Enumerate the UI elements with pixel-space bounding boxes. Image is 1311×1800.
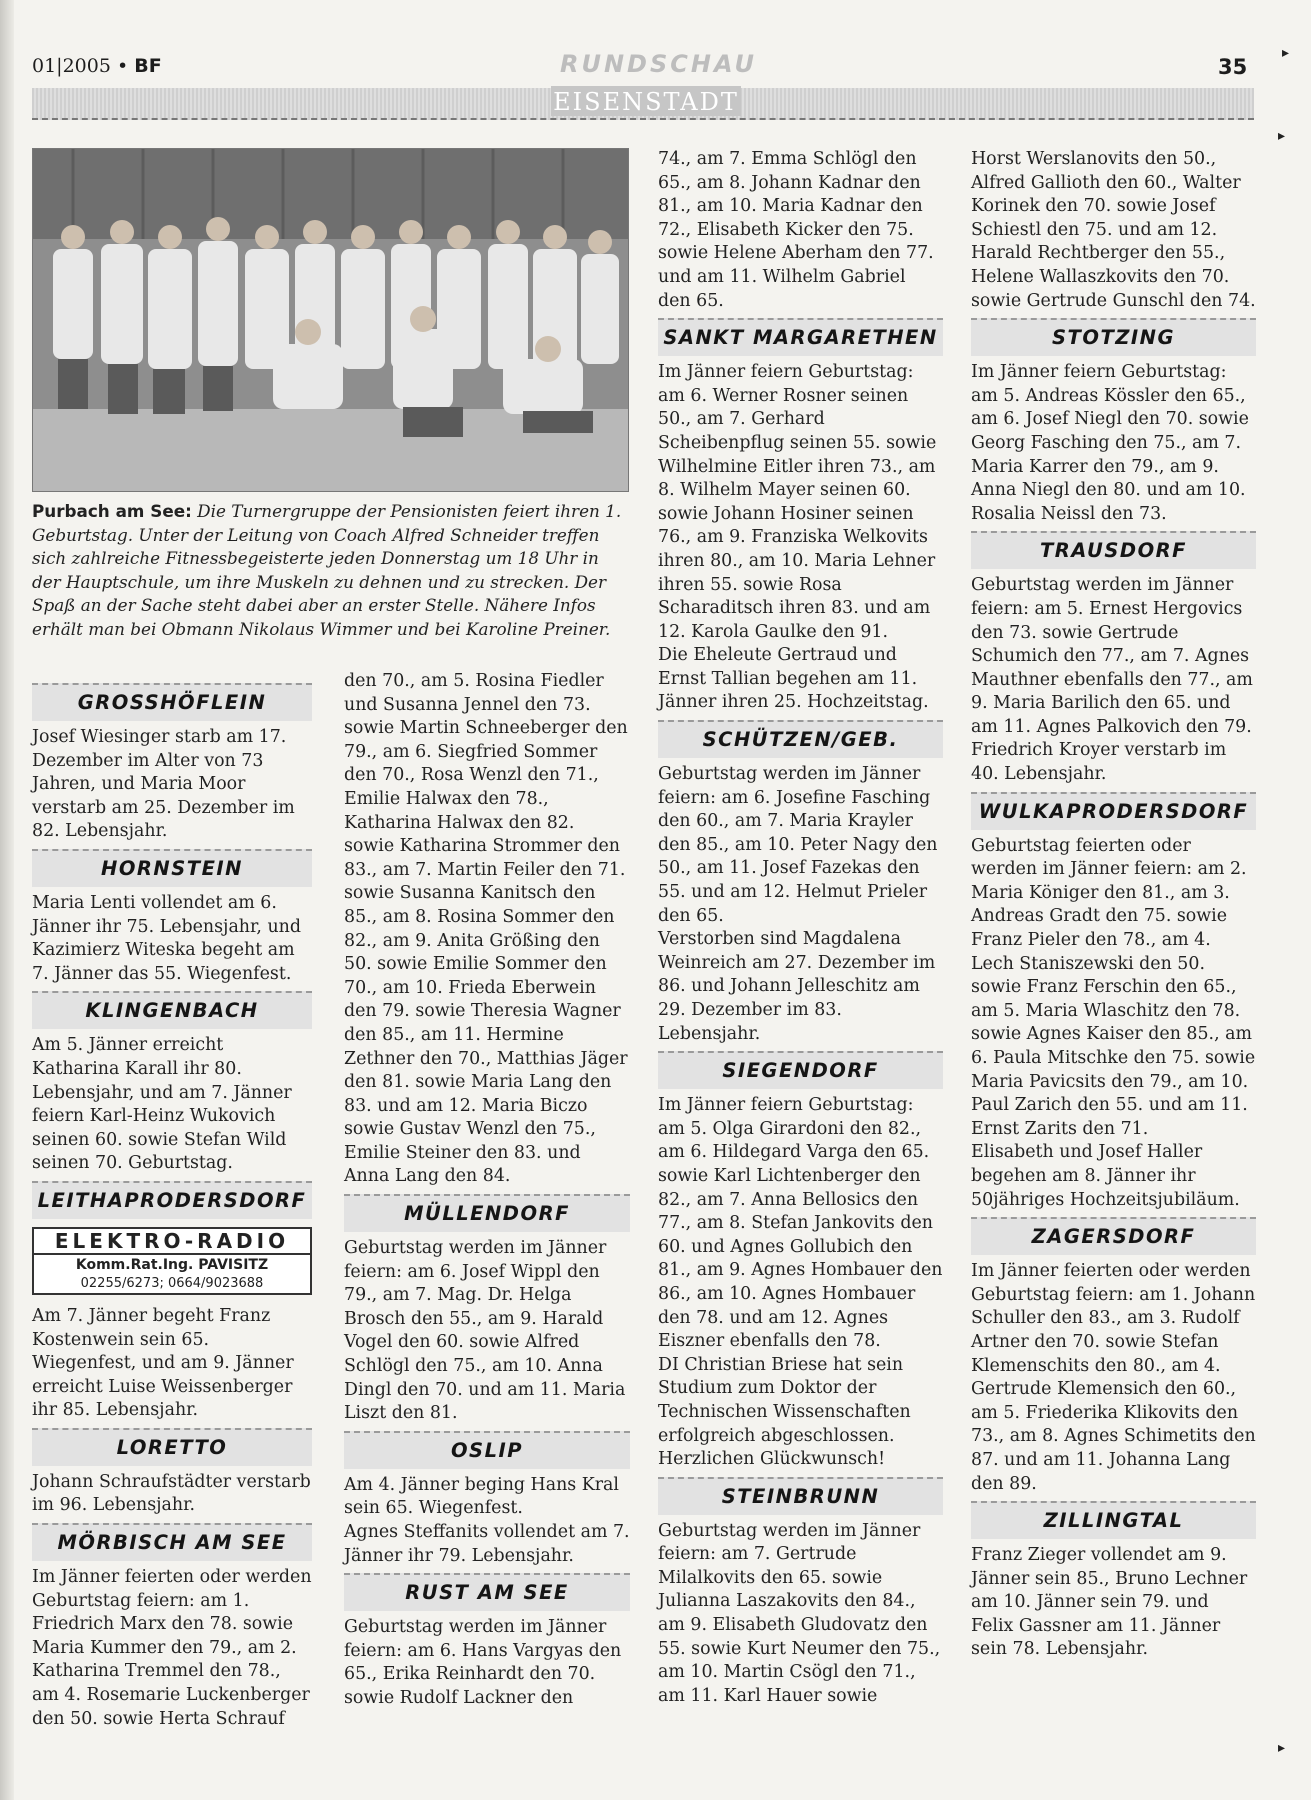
heading-grosshoeflein: GROSSHÖFLEIN	[32, 683, 312, 721]
print-mark-top: ▸	[1282, 45, 1290, 61]
heading-rust: RUST AM SEE	[344, 1573, 630, 1611]
heading-leithaprodersdorf: LEITHAPRODERSDORF	[32, 1181, 312, 1219]
article-trausdorf-1: Geburtstag werden im Jänner feiern: am 5. Ernest Hergovics den 73. sowie Gertrude Schumich den 77., am 7. Agnes Mauthner ebenfalls den 77., am 9. Maria Barilich den 65. und am 11. Agnes Palkovich den 79.	[971, 575, 1253, 737]
article-sankt-margarethen-1: Im Jänner feiern Geburtstag: am 6. Werner Rosner seinen 50., am 7. Gerhard Scheibenpflug seinen 55. sowie Wilhelmine Eitler ihren 73., am 8. Wilhelm Mayer seinen 60. sowie Johann Hosiner seinen 76., am 9. Franziska Welkovits ihren 80., am 10. Maria Lehner ihren 55. sowie Rosa Scharaditsch ihren 83. und am 12. Karola Gaulke den 91.	[658, 362, 937, 642]
subsection-title: EISENSTADT	[551, 86, 741, 116]
print-mark-upper: ▸	[1278, 128, 1286, 144]
heading-zagersdorf: ZAGERSDORF	[971, 1217, 1256, 1255]
column-1	[32, 683, 312, 1731]
heading-schuetzen: SCHÜTZEN/GEB.	[658, 720, 943, 758]
ad-company: ELEKTRO-RADIO	[34, 1229, 310, 1255]
article-leithaprodersdorf: Am 7. Jänner begeht Franz Kostenwein sein 65. Wiegenfest, und am 9. Jänner erreicht Luise Weissenberger ihr 85. Lebensjahr.	[32, 1305, 294, 1421]
heading-zillingtal: ZILLINGTAL	[971, 1501, 1256, 1539]
page-binding-edge	[0, 0, 14, 1800]
column-3	[658, 148, 943, 1708]
advertisement-box	[32, 1227, 312, 1295]
page-number: 35	[1218, 55, 1248, 79]
publication-name: BF	[134, 55, 162, 77]
heading-wulkaprodersdorf: WULKAPRODERSDORF	[971, 792, 1256, 830]
article-grosshoeflein: Josef Wiesinger starb am 17. Dezember im Alter von 73 Jahren, und Maria Moor verstarb am 25. Dezember im 82. Lebensjahr.	[32, 727, 295, 842]
article-rust-continued: 74., am 7. Emma Schlögl den 65., am 8. Johann Kadnar den 81., am 10. Maria Kadnar den 72., Elisabeth Kicker den 75. sowie Helene Aberham den 77. und am 11. Wilhelm Gabriel den 65.	[658, 149, 934, 311]
article-steinbrunn: Geburtstag werden im Jänner feiern: am 7. Gertrude Milalkovits den 65. sowie Julianna Laszakovits den 84., am 9. Elisabeth Gludovatz den 55. sowie Kurt Neumer den 75., am 10. Martin Csögl den 71., am 11. Karl Hauer sowie	[658, 1520, 941, 1706]
heading-stotzing: STOTZING	[971, 318, 1256, 356]
heading-steinbrunn: STEINBRUNN	[658, 1477, 943, 1515]
ad-owner: Komm.Rat.Ing. PAVISITZ	[75, 1256, 269, 1273]
issue-date: 01|2005 •	[32, 55, 129, 77]
column-4	[971, 148, 1256, 1662]
caption-text: Die Turnergruppe der Pensionisten feiert ihren 1. Geburtstag. Unter der Leitung von Coach Alfred Schneider treffen sich zahlreiche Fitnessbegeisterte jeden Donnerstag um 18 Uhr in der Hauptschule, um ihre Muskeln zu dehnen und zu strecken. Der Spaß an der Sache steht dabei aber an erster Stelle. Nähere Infos erhält man bei Obmann Nikolaus Wimmer und bei Karoline Preiner.	[32, 501, 622, 639]
group-photo-illustration	[33, 149, 628, 491]
heading-siegendorf: SIEGENDORF	[658, 1051, 943, 1089]
heading-klingenbach: KLINGENBACH	[32, 991, 312, 1029]
article-zillingtal: Franz Zieger vollendet am 9. Jänner sein 85., Bruno Lechner am 10. Jänner sein 79. und Felix Gassner am 11. Jänner sein 78. Lebensjahr.	[971, 1545, 1248, 1660]
article-moerbisch-continued: den 70., am 5. Rosina Fiedler und Susanna Jennel den 73. sowie Martin Schneeberger den 79., am 6. Siegfried Sommer den 70., Rosa Wenzl den 71., Emilie Halwax den 78., Katharina Halwax den 82. sowie Katharina Strommer den 83., am 7. Martin Feiler den 71. sowie Susanna Kanitsch den 85., am 8. Rosina Sommer den 82., am 9. Anita Größing den 50. sowie Emilie Sommer den 70., am 10. Frieda Eberwein den 79. sowie Theresia Wagner den 85., am 11. Hermine Zethner den 70., Matthias Jäger den 81. sowie Maria Lang den 83. und am 12. Maria Biczo sowie Gustav Wenzl den 75., Emilie Steiner den 83. und Anna Lang den 84.	[344, 671, 628, 1187]
article-wulkaprodersdorf-1: Geburtstag feierten oder werden im Jänner feiern: am 2. Maria Königer den 81., am 3. Andreas Gradt den 75. sowie Franz Pieler den 78., am 4. Lech Staniszewski den 50. sowie Franz Ferschin den 65., am 5. Maria Wlaschitz den 78. sowie Agnes Kaiser den 85., am 6. Paula Mitschke den 75. sowie Maria Pavicsits den 79., am 10. Paul Zarich den 55. und am 11. Ernst Zarits den 71.	[971, 835, 1256, 1139]
article-moerbisch: Im Jänner feierten oder werden Geburtstag feiern: am 1. Friedrich Marx den 78. sowie Maria Kummer den 79., am 2. Katharina Tremmel den 78., am 4. Rosemarie Luckenberger den 50. sowie Herta Schrauf	[32, 1567, 312, 1729]
heading-oslip: OSLIP	[344, 1431, 630, 1469]
column-2	[344, 670, 630, 1711]
article-muellendorf: Geburtstag werden im Jänner feiern: am 6. Josef Wippl den 79., am 7. Mag. Dr. Helga Brosch den 55., am 9. Harald Vogel den 60. sowie Alfred Schlögl den 75., am 10. Anna Dingl den 70. und am 11. Maria Liszt den 81.	[344, 1238, 626, 1424]
group-photo	[32, 148, 629, 492]
article-hornstein: Maria Lenti vollendet am 6. Jänner ihr 75. Lebensjahr, und Kazimierz Witeska begeht am 7. Jänner das 55. Wiegenfest.	[32, 892, 302, 984]
article-siegendorf-1: Im Jänner feiern Geburtstag: am 5. Olga Girardoni den 82., am 6. Hildegard Varga den 65. sowie Karl Lichtenberger den 82., am 7. Anna Bellosics den 77., am 8. Stefan Jankovits den 60. und Agnes Gollubich den 81., am 9. Agnes Hombauer den 86., am 10. Agnes Hombauer den 78. und am 12. Agnes Eiszner ebenfalls den 78.	[658, 1095, 943, 1352]
heading-loretto: LORETTO	[32, 1428, 312, 1466]
article-oslip-1: Am 4. Jänner beging Hans Kral sein 65. Wiegenfest.	[344, 1474, 619, 1519]
article-steinbrunn-continued: Horst Werslanovits den 50., Alfred Gallioth den 60., Walter Korinek den 70. sowie Josef Schiestl den 75. und am 12. Harald Rechtberger den 55., Helene Wallaszkovits den 70. sowie Gertrude Gunschl den 74.	[971, 149, 1256, 311]
article-sankt-margarethen-2: Die Eheleute Gertraud und Ernst Tallian begehen am 11. Jänner ihren 25. Hochzeitstag.	[658, 645, 929, 713]
heading-hornstein: HORNSTEIN	[32, 849, 312, 887]
caption-place: Purbach am See:	[32, 501, 192, 521]
section-title: RUNDSCHAU	[560, 50, 757, 78]
article-schuetzen-1: Geburtstag werden im Jänner feiern: am 6. Josefine Fasching den 60., am 7. Maria Krayler den 85., am 10. Peter Nagy den 50., am 11. Josef Fazekas den 55. und am 12. Helmut Prieler den 65.	[658, 764, 938, 926]
issue-label	[32, 55, 162, 77]
heading-muellendorf: MÜLLENDORF	[344, 1194, 630, 1232]
photo-caption	[32, 500, 630, 641]
print-mark-bottom: ▸	[1278, 1740, 1286, 1756]
article-siegendorf-2: DI Christian Briese hat sein Studium zum Doktor der Technischen Wissenschaften erfolgreich abgeschlossen. Herzlichen Glückwunsch!	[658, 1354, 911, 1470]
heading-trausdorf: TRAUSDORF	[971, 531, 1256, 569]
article-loretto: Johann Schraufstädter verstarb im 96. Lebensjahr.	[32, 1471, 311, 1516]
article-trausdorf-2: Friedrich Kroyer verstarb im 40. Lebensjahr.	[971, 740, 1227, 785]
article-stotzing: Im Jänner feiern Geburtstag: am 5. Andreas Kössler den 65., am 6. Josef Niegl den 70. sowie Georg Fasching den 75., am 7. Maria Karrer den 79., am 9. Anna Niegl den 80. und am 10. Rosalia Neissl den 73.	[971, 362, 1249, 524]
article-rust: Geburtstag werden im Jänner feiern: am 6. Hans Vargyas den 65., Erika Reinhardt den 70. sowie Rudolf Lackner den	[344, 1617, 622, 1708]
article-schuetzen-2: Verstorben sind Magdalena Weinreich am 27. Dezember im 86. und Johann Jelleschitz am 29. Dezember im 83. Lebensjahr.	[658, 929, 936, 1044]
article-zagersdorf: Im Jänner feierten oder werden Geburtstag feiern: am 1. Johann Schuller den 83., am 3. Rudolf Artner den 70. sowie Stefan Klemenschits den 80., am 4. Gertrude Klemensich den 60., am 5. Friederika Klikovits den 73., am 8. Agnes Schimetits den 87. und am 11. Johanna Lang den 89.	[971, 1261, 1256, 1494]
article-oslip-2: Agnes Steffanits vollendet am 7. Jänner ihr 79. Lebensjahr.	[344, 1522, 630, 1566]
heading-moerbisch: MÖRBISCH AM SEE	[32, 1523, 312, 1561]
heading-sankt-margarethen: SANKT MARGARETHEN	[658, 318, 943, 356]
article-klingenbach: Am 5. Jänner erreicht Katharina Karall ihr 80. Lebensjahr, und am 7. Jänner feiern Karl-Heinz Wukovich seinen 60. sowie Stefan Wild seinen 70. Geburtstag.	[32, 1035, 292, 1174]
ad-phone: 02255/6273; 0664/9023688	[80, 1275, 264, 1291]
article-wulkaprodersdorf-2: Elisabeth und Josef Haller begehen am 8. Jänner ihr 50jähriges Hochzeitsjubiläum.	[971, 1142, 1240, 1210]
